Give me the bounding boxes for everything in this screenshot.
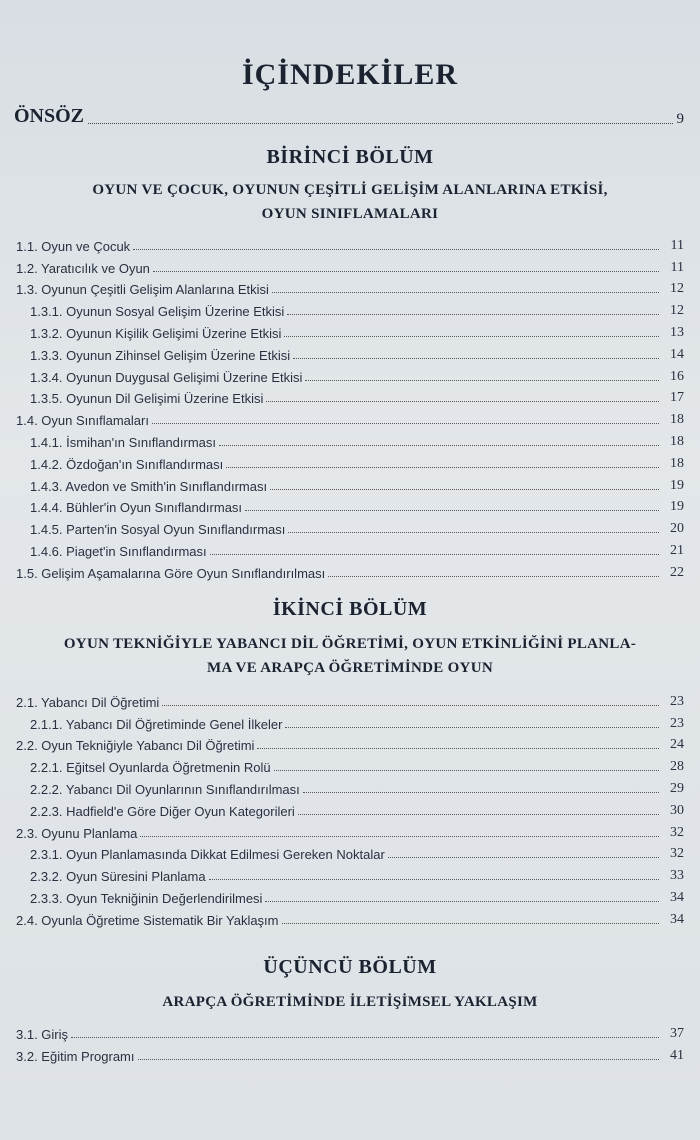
toc-entry (16, 472, 684, 494)
dot-leader (219, 445, 659, 446)
dot-leader (226, 467, 659, 468)
section-1-toc (16, 232, 684, 581)
toc-entry-label: 2.3.3. Oyun Tekniğinin Değerlendirilmesi (30, 890, 263, 906)
toc-entry-label: 2.1.1. Yabancı Dil Öğretiminde Genel İlkeler (30, 716, 283, 732)
page-title: İÇİNDEKİLER (241, 58, 459, 91)
toc-entry-label: 1.4.5. Parten'in Sosyal Oyun Sınıflandırması (30, 522, 286, 538)
toc-entry (16, 537, 684, 559)
dot-leader (287, 314, 659, 315)
toc-entry-page: 29 (670, 780, 684, 796)
toc-entry-page: 33 (670, 868, 684, 884)
dot-leader (152, 423, 659, 424)
toc-entry-page: 37 (670, 1025, 684, 1041)
toc-entry (16, 775, 684, 797)
preface-page: 9 (676, 111, 684, 127)
toc-entry (16, 494, 684, 516)
toc-entry-page: 41 (670, 1047, 684, 1063)
toc-entry-label: 2.2.3. Hadfield'e Göre Diğer Oyun Kategorileri (30, 803, 295, 819)
toc-entry-page: 18 (670, 455, 684, 471)
dot-leader (209, 879, 659, 880)
toc-entry-label: 1.4.4. Bühler'in Oyun Sınıflandırması (30, 500, 243, 516)
toc-entry (16, 297, 684, 319)
toc-entry-page: 19 (670, 477, 684, 493)
dot-leader (298, 814, 659, 815)
toc-entry-label: 1.2. Yaratıcılık ve Oyun (16, 260, 150, 276)
toc-entry-page: 18 (670, 412, 684, 428)
toc-entry-page: 34 (670, 889, 684, 905)
toc-entry-page: 30 (670, 802, 684, 818)
toc-entry-label: 1.4.2. Özdoğan'ın Sınıflandırması (30, 456, 224, 472)
toc-entry (16, 732, 684, 754)
section-2-toc (16, 688, 684, 928)
toc-entry (16, 428, 684, 450)
toc-entry-page: 19 (670, 499, 684, 515)
dot-leader (266, 401, 659, 402)
toc-entry-page: 13 (670, 324, 684, 340)
toc-entry-page: 21 (670, 542, 684, 558)
toc-entry-label: 1.3. Oyunun Çeşitli Gelişim Alanlarına Etkisi (16, 282, 269, 298)
toc-entry-page: 12 (670, 303, 684, 319)
toc-entry-label: 2.3.1. Oyun Planlamasında Dikkat Edilmesi Gereken Noktalar (30, 847, 385, 863)
toc-entry-label: 1.4.6. Piaget'in Sınıflandırması (30, 543, 207, 559)
toc-entry (16, 688, 684, 710)
dot-leader (270, 489, 659, 490)
toc-entry (16, 862, 684, 884)
toc-entry-page: 12 (670, 281, 684, 297)
toc-entry-page: 22 (670, 564, 684, 580)
toc-entry (16, 341, 684, 363)
toc-entry-page: 14 (670, 346, 684, 362)
toc-entry-label: 1.1. Oyun ve Çocuk (16, 238, 131, 254)
section-1-subheading-line: OYUN SINIFLAMALARI (261, 206, 439, 222)
toc-entry-label: 2.2. Oyun Tekniğiyle Yabancı Dil Öğretimi (16, 738, 255, 754)
toc-entry-label: 2.3.2. Oyun Süresini Planlama (30, 869, 206, 885)
toc-entry-page: 18 (670, 433, 684, 449)
dot-leader (328, 576, 659, 577)
toc-entry-label: 1.3.1. Oyunun Sosyal Gelişim Üzerine Etkisi (30, 304, 285, 320)
section-2-heading: İKİNCİ BÖLÜM (272, 598, 428, 620)
dot-leader (245, 510, 659, 511)
dot-leader (274, 770, 659, 771)
toc-entry-label: 1.3.3. Oyunun Zihinsel Gelişim Üzerine Etkisi (30, 347, 291, 363)
toc-entry (16, 515, 684, 537)
toc-entry (16, 385, 684, 407)
section-3-heading: ÜÇÜNCÜ BÖLÜM (263, 956, 437, 978)
toc-entry-label: 1.4.1. İsmihan'ın Sınıflandırması (30, 434, 217, 450)
toc-entry (16, 232, 684, 254)
dot-leader (272, 292, 659, 293)
toc-entry (16, 319, 684, 341)
toc-entry-label: 1.4.3. Avedon ve Smith'in Sınıflandırması (30, 478, 268, 494)
toc-entry (16, 450, 684, 472)
dot-leader (133, 249, 659, 250)
dot-leader (305, 380, 659, 381)
toc-entry (16, 559, 684, 581)
toc-entry-page: 24 (670, 737, 684, 753)
toc-entry-page: 17 (670, 390, 684, 406)
toc-entry (16, 753, 684, 775)
toc-entry-label: 1.4. Oyun Sınıflamaları (16, 413, 149, 429)
toc-entry-page: 16 (670, 368, 684, 384)
section-2-subheading (0, 632, 700, 680)
toc-entry-label: 2.2.2. Yabancı Dil Oyunlarının Sınıflandırılması (30, 781, 300, 797)
section-3-subheading-line: ARAPÇA ÖĞRETİMİNDE İLETİŞİMSEL YAKLAŞIM (162, 994, 538, 1010)
toc-entry (16, 841, 684, 863)
dot-leader (265, 901, 659, 902)
dot-leader (162, 705, 659, 706)
toc-entry-page: 32 (670, 824, 684, 840)
preface-label: ÖNSÖZ (14, 105, 85, 127)
dot-leader (284, 336, 659, 337)
toc-entry-label: 2.1. Yabancı Dil Öğretimi (16, 694, 160, 710)
toc-entry (16, 1020, 684, 1042)
toc-entry-label: 1.3.5. Oyunun Dil Gelişimi Üzerine Etkisi (30, 391, 264, 407)
toc-entry-page: 23 (670, 693, 684, 709)
toc-entry-label: 1.5. Gelişim Aşamalarına Göre Oyun Sınıflandırılması (16, 565, 326, 581)
section-3-toc (16, 1020, 684, 1064)
toc-entry-label: 3.1. Giriş (16, 1026, 69, 1042)
toc-entry-page: 11 (670, 259, 684, 275)
section-1-subheading-line: OYUN VE ÇOCUK, OYUNUN ÇEŞİTLİ GELİŞİM ALANLARINA ETKİSİ, (92, 182, 608, 198)
dot-leader (303, 792, 659, 793)
toc-entry-page: 32 (670, 846, 684, 862)
toc-entry-page: 23 (670, 715, 684, 731)
dot-leader (257, 748, 659, 749)
dot-leader (282, 923, 659, 924)
toc-entry (16, 906, 684, 928)
toc-entry (16, 797, 684, 819)
toc-entry (16, 406, 684, 428)
toc-entry (16, 1042, 684, 1064)
dot-leader (210, 554, 659, 555)
dot-leader (140, 836, 659, 837)
toc-entry (16, 884, 684, 906)
toc-entry-label: 1.3.2. Oyunun Kişilik Gelişimi Üzerine Etkisi (30, 325, 282, 341)
section-2-subheading-line: OYUN TEKNİĞİYLE YABANCI DİL ÖĞRETİMİ, OYUN ETKİNLİĞİNİ PLANLA- (63, 636, 637, 652)
toc-entry-page: 20 (670, 521, 684, 537)
dot-leader (288, 532, 659, 533)
dot-leader (388, 857, 659, 858)
toc-entry-label: 2.4. Oyunla Öğretime Sistematik Bir Yaklaşım (16, 912, 279, 928)
section-3-subheading (0, 990, 700, 1014)
dot-leader (71, 1037, 659, 1038)
toc-entry (16, 710, 684, 732)
dot-leader (293, 358, 659, 359)
toc-entry-page: 28 (670, 759, 684, 775)
toc-entry-page: 34 (670, 911, 684, 927)
dot-leader (153, 271, 659, 272)
toc-entry (16, 363, 684, 385)
dot-leader (285, 727, 659, 728)
toc-entry-label: 3.2. Eğitim Programı (16, 1048, 135, 1064)
toc-entry (16, 819, 684, 841)
toc-entry-page: 11 (670, 237, 684, 253)
toc-entry (16, 276, 684, 298)
toc-entry-label: 2.3. Oyunu Planlama (16, 825, 138, 841)
toc-entry-label: 1.3.4. Oyunun Duygusal Gelişimi Üzerine Etkisi (30, 369, 303, 385)
dot-leader (88, 123, 672, 124)
toc-entry-label: 2.2.1. Eğitsel Oyunlarda Öğretmenin Rolü (30, 760, 271, 776)
toc-entry (16, 254, 684, 276)
section-2-subheading-line: MA VE ARAPÇA ÖĞRETİMİNDE OYUN (207, 660, 493, 676)
section-1-heading: BİRİNCİ BÖLÜM (266, 146, 434, 168)
section-1-subheading (0, 178, 700, 226)
dot-leader (138, 1059, 660, 1060)
preface-entry (14, 104, 684, 128)
